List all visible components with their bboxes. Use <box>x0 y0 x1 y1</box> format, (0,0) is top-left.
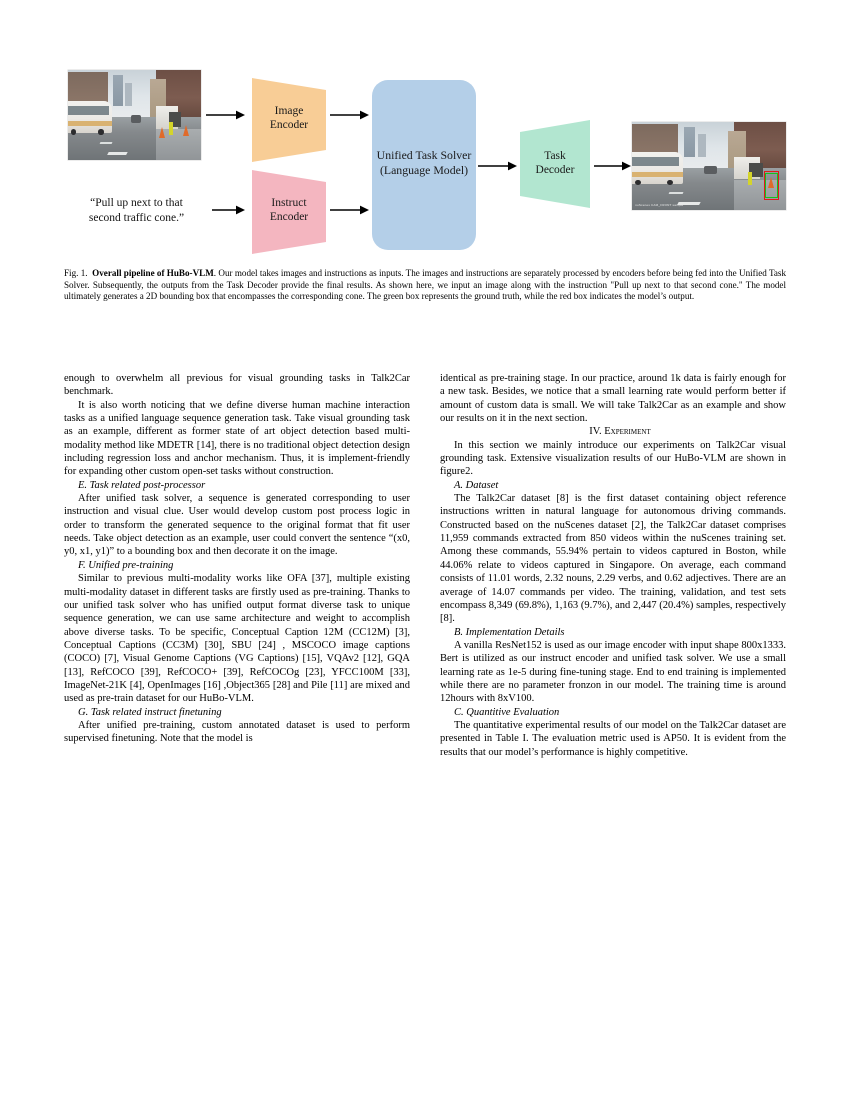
caption-title: Overall pipeline of HuBo-VLM <box>92 268 214 278</box>
figure-1 <box>64 56 786 256</box>
paragraph-experiment-intro: In this section we mainly introduce our experiments on Talk2Car visual grounding task. Extensive visualization results of our HuBo-VLM are shown in figure2. <box>440 439 786 478</box>
subsection-heading-B: B. Implementation Details <box>454 626 565 638</box>
subsection-heading-C: C. Quantitive Evaluation <box>454 706 560 718</box>
instruct-encoder-label-2: Encoder <box>269 211 309 223</box>
prediction-box <box>764 171 779 199</box>
body-column-left <box>64 372 410 746</box>
solver-label-1: Unified Task Solver <box>376 148 472 162</box>
body-column-right <box>440 372 786 759</box>
section-heading-experiment <box>440 425 786 438</box>
task-decoder-label-1: Task <box>544 150 566 162</box>
paragraph-instruct-finetuning: After unified pre-training, custom annotated dataset is used to perform supervised finetuning. Note that the model is <box>64 719 410 745</box>
instruct-encoder-label-1: Instruct <box>271 197 307 209</box>
task-decoder-block <box>518 118 592 210</box>
output-photo-watermark: nuScenes CAM_FRONT sample <box>635 203 684 208</box>
section-title: Experiment <box>604 426 651 438</box>
paragraph-dataset: The Talk2Car dataset [8] is the first dataset containing object reference instructions written in natural language for autonomous driving commands. Constructed based on the nuScenes dataset [2], the Talk2Car dataset comprises 11,959 commands extracted from 850 videos within the nuScenes training set. Among these commands, 55.94% pertain to videos captured in Boston, while 44.06% relate to videos captured in Singapore. On average, each command consists of 11.01 words, 2.32 nouns, 2.29 verbs, and 0.62 adjectives. There are an average of 14.07 commands per video. The training, validation, and test sets encompass 8,349 (69.8%), 1,163 (9.7%), and 2,447 (20.4%) samples, respectively [8]. <box>440 493 786 625</box>
paragraph-unified-sequence: It is also worth noticing that we define diverse human machine interaction tasks as a unified language sequence generation task. Take visual grounding task as an example, different as former state of art object detection based multi-modality method like MDETR [14], there is no traditional object detection design including regression loss and anchor mechanism. Thus, it is implement-friendly for expanding other custom open-set tasks without construction. <box>64 399 410 478</box>
task-decoder-label-2: Decoder <box>535 164 575 176</box>
image-encoder-block <box>250 76 328 164</box>
instruction-line-2: second traffic cone.” <box>88 212 185 224</box>
arrow-instruction-to-encoder <box>212 203 246 221</box>
arrow-decoder-to-output <box>594 159 632 177</box>
subsection-heading-G: G. Task related instruct finetuning <box>78 706 222 718</box>
solver-label-2: (Language Model) <box>379 163 469 177</box>
arrow-image-to-encoder <box>206 108 246 126</box>
arrow-instruct-encoder-to-solver <box>330 203 370 221</box>
caption-label: Fig. 1. <box>64 268 88 278</box>
caption-text: . Our model takes images and instructions as inputs. The images and instructions are separately processed by encoders before being fed into the Unified Task Solver. Subsequently, the outputs from the Task Decoder provide the final results. As shown here, we input an image along with the instruction "Pull up next to that second cone." The model ultimately generates a 2D bounding box that encompasses the corresponding cone. The green box represents the ground truth, while the red box indicates the model’s output. <box>64 268 786 302</box>
output-image-photo <box>632 122 786 210</box>
input-instruction-text <box>64 196 209 226</box>
instruction-line-1: “Pull up next to that <box>90 197 183 209</box>
image-encoder-label-2: Encoder <box>269 119 309 131</box>
image-encoder-label-1: Image <box>274 105 304 117</box>
section-number: IV. <box>589 426 602 438</box>
subsection-heading-F: F. Unified pre-training <box>78 559 174 571</box>
paragraph-unified-pretraining: Similar to previous multi-modality works like OFA [37], multiple existing multi-modality dataset in different tasks are firstly used as pre-training. Thanks to our unified task solver who has unified output format diverse task to unique sequence generation, we can use same architecture and weight to accomplish above diverse tasks. To be specific, Conceptual Caption 12M (CC12M) [3], Conceptual Captions (CC3M) [30], SBU [24] , MSCOCO image captions (COCO) [7], Visual Genome Captions (VG Captions) [15], VQAv2 [12], GQA [13], RefCOCO [39], RefCOCO+ [39], RefCOCOg [23], YFCC100M [33], ImageNet-21K [4], OpenImages [16] ,Object365 [28] and Pile [11] are mixed and used as pre-train dataset for our HuBo-VLM. <box>64 573 410 705</box>
paragraph-post-processor: After unified task solver, a sequence is generated corresponding to user instruction and visual clue. User would develop custom post process logic in order to transform the generated sequence to the original format that fit user needs. Take object detection as an example, user could convert the sentence “(x0, y0, x1, y1)” to a bounding box and then decorate it on the image. <box>64 493 410 558</box>
paragraph-continued: enough to overwhelm all previous for visual grounding tasks in Talk2Car benchmark. <box>64 373 410 398</box>
paragraph-implementation: A vanilla ResNet152 is used as our image encoder with input shape 800x1333. Bert is utilized as our instruct encoder and unified task solver. We use a small learning rate as 1e-5 during fine-tuning stage. End to end training is implemented while there are no parameter fronzon in our model. The training time is around 12hours with 8xV100. <box>440 639 786 705</box>
instruct-encoder-block <box>250 168 328 256</box>
arrow-image-encoder-to-solver <box>330 108 370 126</box>
subsection-heading-A: A. Dataset <box>454 479 499 491</box>
paragraph-quantitive-evaluation: The quantitative experimental results of our model on the Talk2Car dataset are presented in Table I. The evaluation metric used is AP50. It is evident from the results that our model’s performance is highly competitive. <box>440 719 786 758</box>
unified-task-solver-block <box>372 80 476 250</box>
paragraph-continued-right: identical as pre-training stage. In our practice, around 1k data is fairly enough for a new task. Besides, we notice that a small learning rate would perform better if amount of custom data is small. We will take Talk2Car as an example and show our results on it in the next section. <box>440 373 786 425</box>
arrow-solver-to-decoder <box>478 159 518 177</box>
subsection-heading-E: E. Task related post-processor <box>78 479 206 491</box>
figure-caption <box>64 268 786 303</box>
input-image-photo <box>68 70 201 160</box>
